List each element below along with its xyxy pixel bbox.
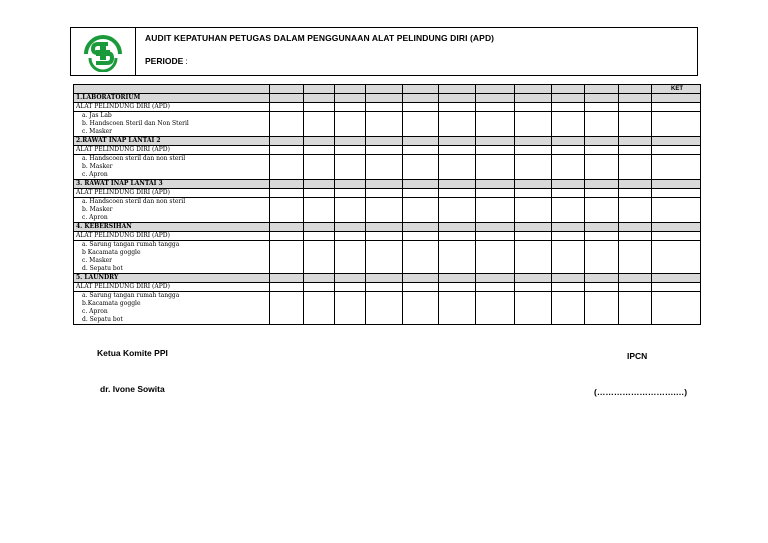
check-cell[interactable] — [403, 292, 439, 325]
apd-item: c. Masker — [82, 128, 113, 135]
check-cell[interactable] — [552, 112, 585, 137]
left-signature-name: dr. Ivone Sowita — [100, 384, 165, 394]
check-cell[interactable] — [403, 198, 439, 223]
apd-item-list — [74, 292, 270, 325]
check-cell[interactable] — [476, 198, 515, 223]
check-cell[interactable] — [403, 241, 439, 274]
check-cell[interactable] — [585, 155, 619, 180]
check-cell[interactable] — [403, 112, 439, 137]
ket-header: KET — [652, 85, 701, 94]
hospital-logo-icon — [80, 32, 126, 72]
subhead-row — [74, 189, 701, 198]
periode-field — [145, 56, 188, 66]
apd-item: d. Sepatu bot — [82, 265, 123, 272]
check-cell[interactable] — [619, 198, 652, 223]
check-cell[interactable] — [366, 292, 403, 325]
check-cell[interactable] — [585, 112, 619, 137]
section-title: 3. RAWAT INAP LANTAI 3 — [74, 180, 270, 189]
section-row — [74, 137, 701, 146]
apd-item: b Kacamata goggle — [82, 249, 141, 256]
subhead-row — [74, 283, 701, 292]
items-row — [74, 241, 701, 274]
check-cell[interactable] — [270, 112, 304, 137]
check-cell[interactable] — [335, 112, 366, 137]
logo-cell — [71, 28, 136, 75]
section-row — [74, 94, 701, 103]
check-cell[interactable] — [270, 292, 304, 325]
periode-colon: : — [185, 56, 188, 66]
section-title: 2.RAWAT INAP LANTAI 2 — [74, 137, 270, 146]
apd-item: c. Apron — [82, 308, 108, 315]
check-cell[interactable] — [439, 198, 476, 223]
check-cell[interactable] — [439, 241, 476, 274]
check-cell[interactable] — [515, 155, 552, 180]
check-cell[interactable] — [619, 292, 652, 325]
apd-item: c. Apron — [82, 171, 108, 178]
check-cell[interactable] — [476, 155, 515, 180]
apd-item: a. Handscoen steril dan non steril — [82, 198, 186, 205]
check-cell[interactable] — [270, 241, 304, 274]
check-cell[interactable] — [619, 112, 652, 137]
apd-item: a. Jas Lab — [82, 112, 112, 119]
check-cell[interactable] — [515, 292, 552, 325]
check-cell[interactable] — [439, 292, 476, 325]
section-row — [74, 180, 701, 189]
apd-item: a. Handscoen steril dan non steril — [82, 155, 186, 162]
check-cell[interactable] — [439, 155, 476, 180]
check-cell[interactable] — [335, 155, 366, 180]
apd-item: b. Masker — [82, 163, 113, 170]
apd-item: b. Masker — [82, 206, 113, 213]
check-cell[interactable] — [366, 155, 403, 180]
apd-item-list — [74, 155, 270, 180]
check-cell[interactable] — [366, 198, 403, 223]
items-row — [74, 292, 701, 325]
check-cell[interactable] — [335, 198, 366, 223]
apd-item: b. Handscoen Steril dan Non Steril — [82, 120, 189, 127]
apd-item-list — [74, 198, 270, 223]
left-signature-title: Ketua Komite PPI — [97, 348, 168, 358]
apd-item-list — [74, 112, 270, 137]
check-cell[interactable] — [652, 112, 701, 137]
apd-item-list — [74, 241, 270, 274]
check-cell[interactable] — [652, 241, 701, 274]
right-signature-name: (……………………….…) — [594, 387, 688, 397]
items-row — [74, 198, 701, 223]
check-cell[interactable] — [439, 112, 476, 137]
apd-item: c. Apron — [82, 214, 108, 221]
apd-item: a. Sarung tangan rumah tangga — [82, 241, 180, 248]
check-cell[interactable] — [304, 112, 335, 137]
check-cell[interactable] — [552, 241, 585, 274]
audit-table — [73, 84, 701, 325]
apd-subhead: ALAT PELINDUNG DIRI (APD) — [74, 146, 270, 155]
check-cell[interactable] — [585, 292, 619, 325]
subhead-row — [74, 103, 701, 112]
check-cell[interactable] — [304, 241, 335, 274]
check-cell[interactable] — [304, 155, 335, 180]
check-cell[interactable] — [366, 112, 403, 137]
items-row — [74, 155, 701, 180]
items-row — [74, 112, 701, 137]
periode-label: PERIODE — [145, 56, 184, 66]
check-cell[interactable] — [304, 198, 335, 223]
check-cell[interactable] — [270, 155, 304, 180]
check-cell[interactable] — [652, 198, 701, 223]
apd-subhead: ALAT PELINDUNG DIRI (APD) — [74, 189, 270, 198]
check-cell[interactable] — [403, 155, 439, 180]
check-cell[interactable] — [476, 112, 515, 137]
check-cell[interactable] — [335, 292, 366, 325]
check-cell[interactable] — [552, 292, 585, 325]
apd-item: c. Masker — [82, 257, 113, 264]
check-cell[interactable] — [652, 155, 701, 180]
check-cell[interactable] — [619, 241, 652, 274]
section-row — [74, 274, 701, 283]
subhead-row — [74, 146, 701, 155]
check-cell[interactable] — [515, 198, 552, 223]
check-cell[interactable] — [585, 198, 619, 223]
subhead-row — [74, 232, 701, 241]
check-cell[interactable] — [476, 292, 515, 325]
apd-item: a. Sarung tangan rumah tangga — [82, 292, 180, 299]
section-title: 4. KEBERSIHAN — [74, 223, 270, 232]
apd-subhead: ALAT PELINDUNG DIRI (APD) — [74, 103, 270, 112]
check-cell[interactable] — [652, 292, 701, 325]
apd-item: b.Kacamata goggle — [82, 300, 141, 307]
check-cell[interactable] — [552, 155, 585, 180]
check-cell[interactable] — [335, 241, 366, 274]
check-cell[interactable] — [476, 241, 515, 274]
check-cell[interactable] — [304, 292, 335, 325]
check-cell[interactable] — [585, 241, 619, 274]
form-title: AUDIT KEPATUHAN PETUGAS DALAM PENGGUNAAN ALAT PELINDUNG DIRI (APD) — [145, 33, 495, 43]
form-header — [70, 27, 698, 76]
section-title: 1.LABORATORIUM — [74, 94, 270, 103]
ket-header-row — [74, 85, 701, 94]
check-cell[interactable] — [515, 241, 552, 274]
right-signature-title: IPCN — [627, 351, 648, 361]
header-blank-cell — [74, 85, 270, 94]
check-cell[interactable] — [515, 112, 552, 137]
check-cell[interactable] — [366, 241, 403, 274]
apd-item: d. Sepatu bot — [82, 316, 123, 323]
check-cell[interactable] — [270, 198, 304, 223]
section-row — [74, 223, 701, 232]
apd-subhead: ALAT PELINDUNG DIRI (APD) — [74, 232, 270, 241]
check-cell[interactable] — [552, 198, 585, 223]
section-title: 5. LAUNDRY — [74, 274, 270, 283]
check-cell[interactable] — [619, 155, 652, 180]
apd-subhead: ALAT PELINDUNG DIRI (APD) — [74, 283, 270, 292]
